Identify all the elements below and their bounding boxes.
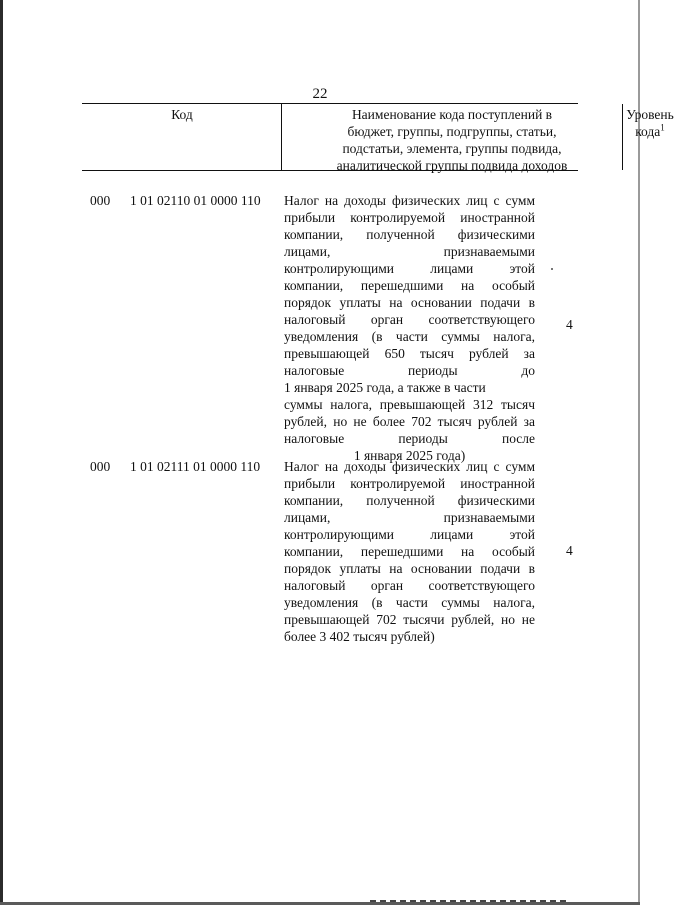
description-line: порядок уплаты на основании подачи в xyxy=(284,561,535,576)
income-description xyxy=(284,458,535,645)
header-level xyxy=(622,104,678,172)
description-line: прибыли контролируемой иностранной xyxy=(284,210,535,225)
header-name-line: бюджет, группы, подгруппы, статьи, xyxy=(347,124,557,139)
footnote-marker: 1 xyxy=(660,122,665,133)
description-line: 1 января 2025 года) xyxy=(353,448,466,463)
description-line: Налог на доходы физических лиц с сумм xyxy=(284,459,535,474)
description-line: уведомления (в части суммы налога, xyxy=(284,329,535,344)
income-description xyxy=(284,192,535,464)
level-code: 4 xyxy=(566,543,573,558)
description-line: прибыли контролируемой иностранной xyxy=(284,476,535,491)
description-line: контролирующими лицами этой xyxy=(284,261,535,276)
table-header xyxy=(82,103,674,173)
description-line: 1 января 2025 года, а также в части xyxy=(284,380,486,395)
header-level-word: кода xyxy=(635,124,661,139)
header-name-line: аналитической группы подвида доходов xyxy=(336,158,568,173)
description-line: компании, полученной физическими xyxy=(284,493,535,508)
admin-code: 000 xyxy=(90,459,111,474)
header-name xyxy=(281,104,623,173)
description-line: превышающей 702 тысячи рублей, но не xyxy=(284,612,535,627)
description-line: более 3 402 тысяч рублей) xyxy=(284,629,435,644)
income-code: 1 01 02111 01 0000 110 xyxy=(130,459,261,474)
description-line: налоговые периоды до xyxy=(284,363,535,378)
header-code: Код xyxy=(171,107,193,122)
description-line: превышающей 650 тысяч рублей за xyxy=(284,346,535,361)
description-line: Налог на доходы физических лиц с сумм xyxy=(284,193,535,208)
description-line: суммы налога, превышающей 312 тысяч xyxy=(284,397,535,412)
income-code: 1 01 02110 01 0000 110 xyxy=(130,193,261,208)
description-line: налоговые периоды после xyxy=(284,431,535,446)
level-code: 4 xyxy=(566,317,573,332)
description-line: лицами, признаваемыми xyxy=(284,510,535,525)
header-level-line xyxy=(622,123,678,140)
header-level-line: Уровень xyxy=(626,107,674,122)
description-line: контролирующими лицами этой xyxy=(284,527,535,542)
description-line: компании, перешедшими на особый xyxy=(284,278,535,293)
description-line: уведомления (в части суммы налога, xyxy=(284,595,535,610)
description-line: лицами, признаваемыми xyxy=(284,244,535,259)
description-line: налоговый орган соответствующего xyxy=(284,312,535,327)
header-name-line: Наименование кода поступлений в xyxy=(351,107,553,122)
description-line: налоговый орган соответствующего xyxy=(284,578,535,593)
description-line: компании, полученной физическими xyxy=(284,227,535,242)
admin-code: 000 xyxy=(90,193,111,208)
scan-edge-left xyxy=(0,0,3,905)
description-line: компании, перешедшими на особый xyxy=(284,544,535,559)
page-number: 22 xyxy=(312,86,328,102)
scan-speck xyxy=(551,268,553,270)
scan-artifact xyxy=(370,900,570,902)
description-line: порядок уплаты на основании подачи в xyxy=(284,295,535,310)
header-name-line: подстатьи, элемента, группы подвида, xyxy=(342,141,562,156)
description-line: рублей, но не более 702 тысяч рублей за xyxy=(284,414,535,429)
